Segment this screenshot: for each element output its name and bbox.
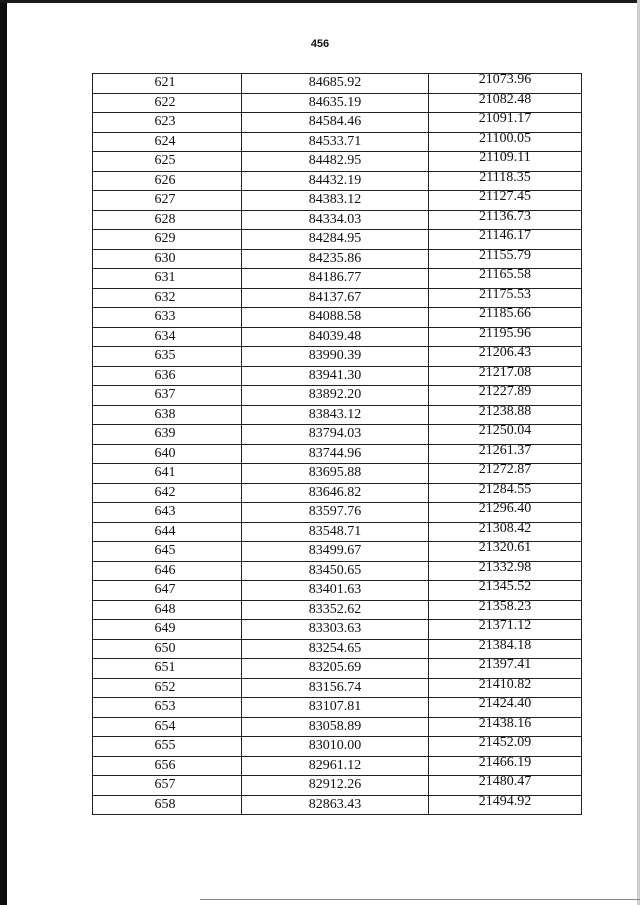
value-b-cell xyxy=(429,620,582,640)
row-index-cell xyxy=(93,425,242,445)
cell-text: 84635.19 xyxy=(308,94,362,110)
scan-edge-left xyxy=(0,0,7,905)
value-a-cell xyxy=(242,327,429,347)
cell-text: 637 xyxy=(154,387,176,403)
row-index-cell xyxy=(93,444,242,464)
table-row xyxy=(93,464,582,484)
cell-text: 621 xyxy=(154,75,176,91)
value-a-cell xyxy=(242,249,429,269)
value-b-cell xyxy=(429,503,582,523)
cell-text: 622 xyxy=(154,94,176,110)
cell-text: 21127.45 xyxy=(479,189,531,205)
cell-text: 83254.65 xyxy=(308,640,362,656)
cell-text: 21358.23 xyxy=(478,598,532,614)
value-b-cell xyxy=(429,639,582,659)
value-a-cell xyxy=(242,308,429,328)
cell-text: 649 xyxy=(154,621,176,637)
value-a-cell xyxy=(242,600,429,620)
table-row xyxy=(93,288,582,308)
cell-text: 84284.95 xyxy=(308,231,362,247)
value-a-cell xyxy=(242,425,429,445)
table-row xyxy=(93,795,582,815)
cell-text: 83156.74 xyxy=(308,679,362,695)
cell-text: 623 xyxy=(154,114,176,130)
row-index-cell xyxy=(93,230,242,250)
table-row xyxy=(93,249,582,269)
value-b-cell xyxy=(429,347,582,367)
cell-text: 83597.76 xyxy=(308,504,362,520)
value-a-cell xyxy=(242,152,429,172)
row-index-cell xyxy=(93,717,242,737)
value-a-cell xyxy=(242,639,429,659)
table-row xyxy=(93,386,582,406)
table-row xyxy=(93,776,582,796)
value-a-cell xyxy=(242,503,429,523)
value-a-cell xyxy=(242,269,429,289)
cell-text: 21155.79 xyxy=(479,247,531,263)
value-b-cell xyxy=(429,405,582,425)
table-row xyxy=(93,639,582,659)
cell-text: 632 xyxy=(154,289,176,305)
table-row xyxy=(93,171,582,191)
cell-text: 83352.62 xyxy=(308,601,362,617)
cell-text: 21397.41 xyxy=(478,657,532,673)
row-index-cell xyxy=(93,756,242,776)
value-b-cell xyxy=(429,542,582,562)
table-row xyxy=(93,717,582,737)
row-index-cell xyxy=(93,191,242,211)
table-row xyxy=(93,503,582,523)
value-a-cell xyxy=(242,678,429,698)
value-a-cell xyxy=(242,386,429,406)
table-row xyxy=(93,620,582,640)
cell-text: 83794.03 xyxy=(308,426,362,442)
value-b-cell xyxy=(429,600,582,620)
cell-text: 82961.12 xyxy=(308,757,362,773)
row-index-cell xyxy=(93,308,242,328)
row-index-cell xyxy=(93,152,242,172)
value-a-cell xyxy=(242,620,429,640)
cell-text: 83107.81 xyxy=(308,699,362,715)
cell-text: 83646.82 xyxy=(308,484,362,500)
table-row xyxy=(93,230,582,250)
cell-text: 629 xyxy=(154,231,176,247)
cell-text: 84685.92 xyxy=(308,75,362,91)
cell-text: 83744.96 xyxy=(308,445,362,461)
page-number: 456 xyxy=(310,38,330,50)
table-row xyxy=(93,444,582,464)
cell-text: 646 xyxy=(154,562,176,578)
cell-text: 84334.03 xyxy=(308,211,362,227)
value-a-cell xyxy=(242,717,429,737)
cell-text: 628 xyxy=(154,211,176,227)
table-row xyxy=(93,678,582,698)
cell-text: 21438.16 xyxy=(478,715,532,731)
row-index-cell xyxy=(93,269,242,289)
value-b-cell xyxy=(429,698,582,718)
value-b-cell xyxy=(429,659,582,679)
table-row xyxy=(93,152,582,172)
cell-text: 21217.08 xyxy=(478,364,532,380)
cell-text: 625 xyxy=(154,153,176,169)
cell-text: 21371.12 xyxy=(478,618,532,634)
cell-text: 641 xyxy=(154,465,176,481)
value-a-cell xyxy=(242,464,429,484)
value-a-cell xyxy=(242,366,429,386)
value-a-cell xyxy=(242,210,429,230)
value-b-cell xyxy=(429,327,582,347)
cell-text: 633 xyxy=(154,309,176,325)
table-row xyxy=(93,191,582,211)
value-b-cell xyxy=(429,230,582,250)
cell-text: 639 xyxy=(154,426,176,442)
cell-text: 21332.98 xyxy=(478,559,532,575)
row-index-cell xyxy=(93,522,242,542)
value-b-cell xyxy=(429,386,582,406)
value-a-cell xyxy=(242,698,429,718)
cell-text: 21480.47 xyxy=(478,774,532,790)
value-a-cell xyxy=(242,659,429,679)
cell-text: 657 xyxy=(154,777,176,793)
cell-text: 638 xyxy=(154,406,176,422)
cell-text: 647 xyxy=(154,582,176,598)
value-a-cell xyxy=(242,347,429,367)
cell-text: 83010.00 xyxy=(308,738,362,754)
cell-text: 21410.82 xyxy=(478,676,532,692)
row-index-cell xyxy=(93,600,242,620)
table-row xyxy=(93,93,582,113)
cell-text: 84137.67 xyxy=(308,289,362,305)
cell-text: 84432.19 xyxy=(308,172,362,188)
value-a-cell xyxy=(242,483,429,503)
cell-text: 83990.39 xyxy=(308,348,362,364)
table-row xyxy=(93,542,582,562)
cell-text: 643 xyxy=(154,504,176,520)
row-index-cell xyxy=(93,93,242,113)
table-row xyxy=(93,366,582,386)
value-b-cell xyxy=(429,113,582,133)
cell-text: 630 xyxy=(154,250,176,266)
value-b-cell xyxy=(429,756,582,776)
cell-text: 642 xyxy=(154,484,176,500)
value-a-cell xyxy=(242,132,429,152)
cell-text: 21308.42 xyxy=(478,520,532,536)
cell-text: 653 xyxy=(154,699,176,715)
cell-text: 83303.63 xyxy=(308,621,362,637)
cell-text: 82863.43 xyxy=(308,796,362,812)
cell-text: 631 xyxy=(154,270,176,286)
cell-text: 21118.35 xyxy=(479,169,531,185)
cell-text: 83499.67 xyxy=(308,543,362,559)
cell-text: 627 xyxy=(154,192,176,208)
value-a-cell xyxy=(242,171,429,191)
value-b-cell xyxy=(429,678,582,698)
row-index-cell xyxy=(93,639,242,659)
cell-text: 21250.04 xyxy=(478,423,532,439)
row-index-cell xyxy=(93,698,242,718)
scan-edge-top xyxy=(0,0,640,3)
table-row xyxy=(93,756,582,776)
value-a-cell xyxy=(242,542,429,562)
table-row xyxy=(93,308,582,328)
table-row xyxy=(93,425,582,445)
value-b-cell xyxy=(429,132,582,152)
cell-text: 21345.52 xyxy=(478,579,532,595)
cell-text: 21272.87 xyxy=(478,462,532,478)
cell-text: 21109.11 xyxy=(479,150,531,166)
value-a-cell xyxy=(242,776,429,796)
cell-text: 21175.53 xyxy=(479,286,531,302)
table-row xyxy=(93,269,582,289)
row-index-cell xyxy=(93,386,242,406)
value-b-cell xyxy=(429,444,582,464)
cell-text: 626 xyxy=(154,172,176,188)
row-index-cell xyxy=(93,581,242,601)
value-b-cell xyxy=(429,191,582,211)
cell-text: 635 xyxy=(154,348,176,364)
cell-text: 21320.61 xyxy=(478,540,532,556)
row-index-cell xyxy=(93,678,242,698)
table-row xyxy=(93,581,582,601)
row-index-cell xyxy=(93,210,242,230)
table-row xyxy=(93,113,582,133)
cell-text: 83205.69 xyxy=(308,660,362,676)
value-a-cell xyxy=(242,230,429,250)
row-index-cell xyxy=(93,542,242,562)
cell-text: 21091.17 xyxy=(478,111,532,127)
value-b-cell xyxy=(429,522,582,542)
cell-text: 652 xyxy=(154,679,176,695)
cell-text: 84482.95 xyxy=(308,153,362,169)
value-b-cell xyxy=(429,737,582,757)
cell-text: 644 xyxy=(154,523,176,539)
row-index-cell xyxy=(93,74,242,94)
row-index-cell xyxy=(93,464,242,484)
cell-text: 83892.20 xyxy=(308,387,362,403)
cell-text: 21494.92 xyxy=(478,793,532,809)
table-row xyxy=(93,698,582,718)
row-index-cell xyxy=(93,483,242,503)
cell-text: 83058.89 xyxy=(308,718,362,734)
cell-text: 648 xyxy=(154,601,176,617)
row-index-cell xyxy=(93,132,242,152)
cell-text: 83941.30 xyxy=(308,367,362,383)
value-a-cell xyxy=(242,191,429,211)
value-b-cell xyxy=(429,152,582,172)
row-index-cell xyxy=(93,249,242,269)
value-a-cell xyxy=(242,737,429,757)
row-index-cell xyxy=(93,503,242,523)
value-a-cell xyxy=(242,288,429,308)
cell-text: 21165.58 xyxy=(479,267,531,283)
value-b-cell xyxy=(429,581,582,601)
row-index-cell xyxy=(93,171,242,191)
row-index-cell xyxy=(93,561,242,581)
data-table xyxy=(92,73,582,815)
value-a-cell xyxy=(242,561,429,581)
table-row xyxy=(93,74,582,94)
row-index-cell xyxy=(93,288,242,308)
cell-text: 651 xyxy=(154,660,176,676)
cell-text: 21082.48 xyxy=(478,91,532,107)
cell-text: 21424.40 xyxy=(478,696,532,712)
cell-text: 21227.89 xyxy=(478,384,532,400)
value-a-cell xyxy=(242,795,429,815)
value-b-cell xyxy=(429,561,582,581)
table-row xyxy=(93,600,582,620)
cell-text: 658 xyxy=(154,796,176,812)
table-row xyxy=(93,483,582,503)
value-b-cell xyxy=(429,464,582,484)
cell-text: 21452.09 xyxy=(478,735,532,751)
table-row xyxy=(93,561,582,581)
cell-text: 84235.86 xyxy=(308,250,362,266)
value-b-cell xyxy=(429,425,582,445)
cell-text: 21284.55 xyxy=(478,481,532,497)
value-b-cell xyxy=(429,366,582,386)
cell-text: 640 xyxy=(154,445,176,461)
cell-text: 21185.66 xyxy=(479,306,531,322)
row-index-cell xyxy=(93,795,242,815)
cell-text: 654 xyxy=(154,718,176,734)
value-a-cell xyxy=(242,74,429,94)
row-index-cell xyxy=(93,113,242,133)
cell-text: 21238.88 xyxy=(478,403,532,419)
cell-text: 650 xyxy=(154,640,176,656)
cell-text: 21466.19 xyxy=(478,754,532,770)
value-a-cell xyxy=(242,93,429,113)
value-b-cell xyxy=(429,776,582,796)
cell-text: 624 xyxy=(154,133,176,149)
table-body xyxy=(93,74,582,815)
value-a-cell xyxy=(242,405,429,425)
row-index-cell xyxy=(93,366,242,386)
cell-text: 645 xyxy=(154,543,176,559)
cell-text: 83450.65 xyxy=(308,562,362,578)
cell-text: 21384.18 xyxy=(478,637,532,653)
table-row xyxy=(93,210,582,230)
value-b-cell xyxy=(429,171,582,191)
row-index-cell xyxy=(93,327,242,347)
cell-text: 21261.37 xyxy=(478,442,532,458)
value-b-cell xyxy=(429,795,582,815)
cell-text: 83695.88 xyxy=(308,465,362,481)
row-index-cell xyxy=(93,347,242,367)
cell-text: 636 xyxy=(154,367,176,383)
value-b-cell xyxy=(429,210,582,230)
table-row xyxy=(93,347,582,367)
table-row xyxy=(93,659,582,679)
table-row xyxy=(93,132,582,152)
cell-text: 84584.46 xyxy=(308,114,362,130)
value-b-cell xyxy=(429,288,582,308)
cell-text: 21296.40 xyxy=(478,501,532,517)
value-b-cell xyxy=(429,93,582,113)
value-a-cell xyxy=(242,756,429,776)
cell-text: 21136.73 xyxy=(479,208,531,224)
value-a-cell xyxy=(242,444,429,464)
cell-text: 634 xyxy=(154,328,176,344)
cell-text: 82912.26 xyxy=(308,777,362,793)
cell-text: 21206.43 xyxy=(478,345,532,361)
value-a-cell xyxy=(242,522,429,542)
value-b-cell xyxy=(429,249,582,269)
cell-text: 84186.77 xyxy=(308,270,362,286)
value-a-cell xyxy=(242,113,429,133)
cell-text: 83548.71 xyxy=(308,523,362,539)
cell-text: 21146.17 xyxy=(479,228,531,244)
cell-text: 84383.12 xyxy=(308,192,362,208)
value-b-cell xyxy=(429,269,582,289)
scan-bottom-line xyxy=(200,899,640,900)
value-b-cell xyxy=(429,483,582,503)
cell-text: 21195.96 xyxy=(479,325,531,341)
row-index-cell xyxy=(93,620,242,640)
cell-text: 84533.71 xyxy=(308,133,362,149)
cell-text: 84088.58 xyxy=(308,309,362,325)
table-row xyxy=(93,737,582,757)
value-b-cell xyxy=(429,74,582,94)
row-index-cell xyxy=(93,776,242,796)
table-row xyxy=(93,405,582,425)
table-row xyxy=(93,327,582,347)
cell-text: 656 xyxy=(154,757,176,773)
row-index-cell xyxy=(93,737,242,757)
table-row xyxy=(93,522,582,542)
row-index-cell xyxy=(93,405,242,425)
cell-text: 83401.63 xyxy=(308,582,362,598)
cell-text: 21100.05 xyxy=(479,130,531,146)
cell-text: 655 xyxy=(154,738,176,754)
cell-text: 84039.48 xyxy=(308,328,362,344)
row-index-cell xyxy=(93,659,242,679)
cell-text: 83843.12 xyxy=(308,406,362,422)
value-b-cell xyxy=(429,717,582,737)
value-b-cell xyxy=(429,308,582,328)
value-a-cell xyxy=(242,581,429,601)
cell-text: 21073.96 xyxy=(478,72,532,88)
